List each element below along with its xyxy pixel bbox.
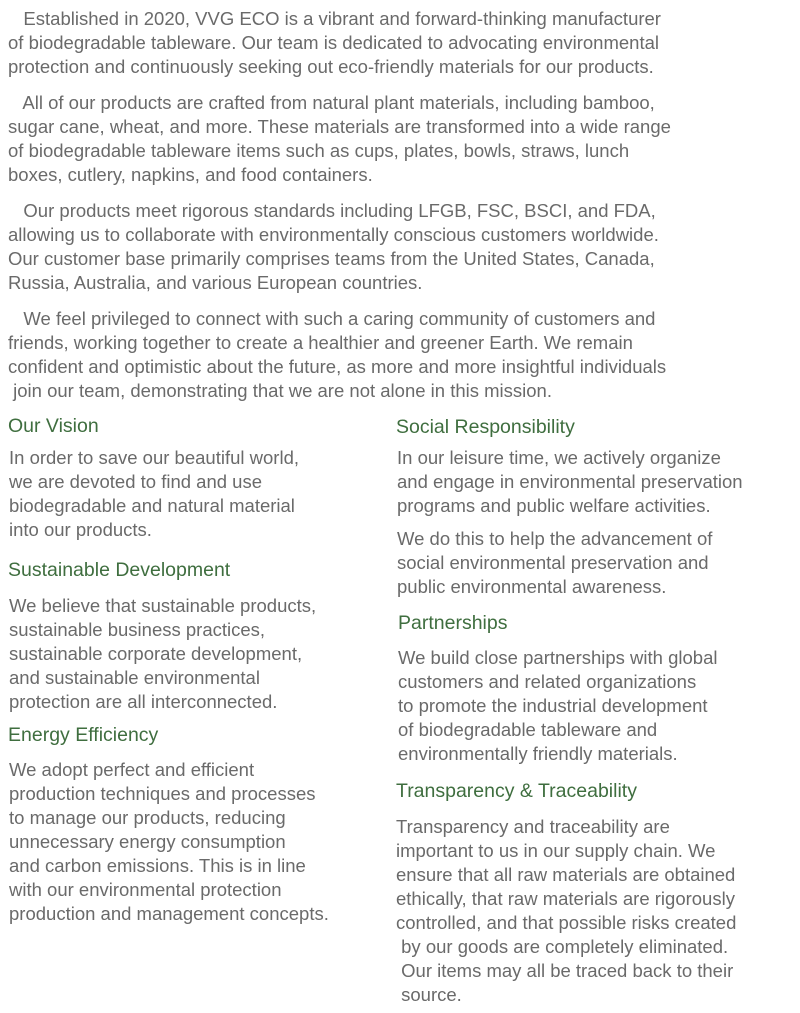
text-line: We do this to help the advancement of [397,528,713,549]
intro-paragraph-2 [8,91,671,187]
heading-energy-efficiency: Energy Efficiency [8,724,159,746]
heading-partnerships: Partnerships [398,612,508,634]
text-line: All of our products are crafted from natural plant materials, including bamboo, [8,92,655,113]
intro-paragraph-3 [8,199,659,295]
text-line: In order to save our beautiful world, [9,447,299,468]
text-line: In our leisure time, we actively organize [397,447,721,468]
text-line: important to us in our supply chain. We [396,840,716,861]
intro-paragraph-1 [8,7,661,79]
heading-our-vision: Our Vision [8,415,99,437]
text-line: sustainable corporate development, [9,643,303,664]
text-line: We feel privileged to connect with such a caring community of customers and [8,308,656,329]
text-line: and sustainable environmental [9,667,260,688]
partnerships-text [398,646,717,766]
text-line: friends, working together to create a healthier and greener Earth. We remain [8,332,633,353]
text-line: Our customer base primarily comprises teams from the United States, Canada, [8,248,655,269]
text-line: to manage our products, reducing [9,807,286,828]
text-line: ethically, that raw materials are rigorously [396,888,735,909]
text-line: customers and related organizations [398,671,697,692]
text-line: of biodegradable tableware. Our team is dedicated to advocating environmental [8,32,659,53]
text-line: We build close partnerships with global [398,647,718,668]
text-line: protection and continuously seeking out eco-friendly materials for our products. [8,56,654,77]
sustainable-text [9,594,316,714]
social-text-1 [397,446,743,518]
intro-paragraph-4 [8,307,666,403]
transparency-text [396,815,736,1007]
social-text-2 [397,527,712,599]
text-line: production and management concepts. [9,903,329,924]
text-line: Russia, Australia, and various European countries. [8,272,423,293]
text-line: by our goods are completely eliminated. [396,936,729,957]
text-line: public environmental awareness. [397,576,667,597]
text-line: ensure that all raw materials are obtained [396,864,736,885]
text-line: production techniques and processes [9,783,316,804]
vision-text [9,446,299,542]
text-line: We adopt perfect and efficient [9,759,255,780]
text-line: controlled, and that possible risks created [396,912,737,933]
text-line: unnecessary energy consumption [9,831,286,852]
heading-transparency: Transparency & Traceability [396,780,637,802]
text-line: Transparency and traceability are [396,816,670,837]
text-line: biodegradable and natural material [9,495,295,516]
text-line: confident and optimistic about the future, as more and more insightful individuals [8,356,667,377]
text-line: of biodegradable tableware items such as cups, plates, bowls, straws, lunch [8,140,630,161]
text-line: boxes, cutlery, napkins, and food containers. [8,164,373,185]
text-line: Established in 2020, VVG ECO is a vibrant and forward-thinking manufacturer [8,8,661,29]
text-line: programs and public welfare activities. [397,495,711,516]
heading-social-responsibility: Social Responsibility [396,416,575,438]
heading-sustainable-development: Sustainable Development [8,559,231,581]
text-line: of biodegradable tableware and [398,719,658,740]
text-line: we are devoted to find and use [9,471,263,492]
text-line: protection are all interconnected. [9,691,278,712]
text-line: source. [396,984,462,1005]
text-line: Our products meet rigorous standards including LFGB, FSC, BSCI, and FDA, [8,200,656,221]
text-line: join our team, demonstrating that we are not alone in this mission. [8,380,552,401]
text-line: and engage in environmental preservation [397,471,743,492]
text-line: We believe that sustainable products, [9,595,317,616]
text-line: Our items may all be traced back to their [396,960,734,981]
text-line: into our products. [9,519,152,540]
text-line: environmentally friendly materials. [398,743,678,764]
text-line: to promote the industrial development [398,695,708,716]
text-line: social environmental preservation and [397,552,709,573]
text-line: sugar cane, wheat, and more. These materials are transformed into a wide range [8,116,671,137]
text-line: with our environmental protection [9,879,282,900]
text-line: sustainable business practices, [9,619,266,640]
energy-text [9,758,329,926]
text-line: allowing us to collaborate with environmentally conscious customers worldwide. [8,224,659,245]
text-line: and carbon emissions. This is in line [9,855,306,876]
